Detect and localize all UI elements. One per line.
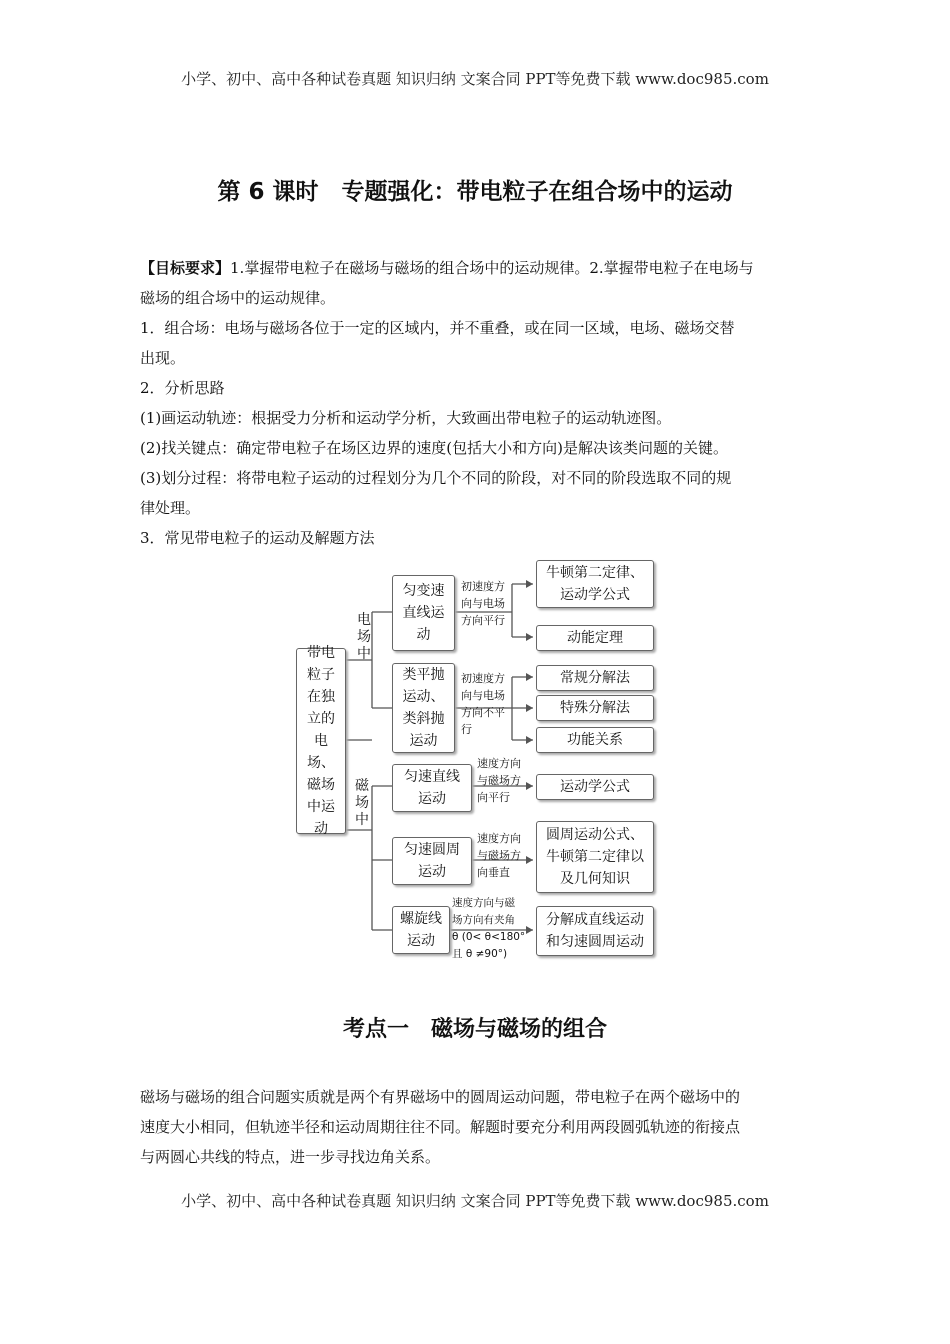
paragraph-line: 速度大小相同，但轨迹半径和运动周期往往不同。解题时要充分利用两段圆弧轨迹的衔接点	[140, 1118, 741, 1136]
section-paragraph	[140, 1082, 812, 1172]
diagram-root-box: 带电粒子在独立的电场、磁场中运动	[296, 648, 346, 834]
motion-box-helical: 螺旋线运动	[392, 906, 450, 954]
section-heading: 考点一 磁场与磁场的组合	[342, 1017, 607, 1042]
point-line: 2．分析思路	[140, 379, 225, 397]
result-box-work-energy: 功能关系	[536, 727, 654, 753]
result-box-kinetic-energy: 动能定理	[536, 625, 654, 651]
goal-line-2: 磁场的组合场中的运动规律。	[140, 289, 336, 307]
condition-label-2: 初速度方 向与电场 方向不平 行	[461, 672, 505, 736]
motion-box-uniform-circular: 匀速圆周运动	[392, 837, 472, 885]
point-line: 律处理。	[140, 499, 201, 517]
condition-label-4: 速度方向 与磁场方 向垂直	[477, 832, 521, 879]
point-line: (2)找关键点：确定带电粒子在场区边界的速度(包括大小和方向)是解决该类问题的关键。	[140, 439, 728, 457]
result-box-kinematics: 运动学公式	[536, 774, 654, 800]
point-line: (1)画运动轨迹：根据受力分析和运动学分析，大致画出带电粒子的运动轨迹图。	[140, 409, 672, 427]
result-box-standard-decomposition: 常规分解法	[536, 665, 654, 691]
motion-box-uniform-accel: 匀变速直线运动	[392, 575, 455, 651]
goal-tag: 【目标要求】	[140, 259, 231, 277]
motion-box-uniform-linear: 匀速直线运动	[392, 764, 472, 812]
branch-label-magnetic: 磁场中	[355, 778, 369, 828]
result-box-circular-geometry: 圆周运动公式、牛顿第二定律以及几何知识	[536, 821, 654, 893]
result-box-newton-kinematics: 牛顿第二定律、运动学公式	[536, 560, 654, 608]
motion-box-projectile: 类平抛运动、类斜抛运动	[392, 663, 455, 753]
page-footer: 小学、初中、高中各种试卷真题 知识归纳 文案合同 PPT等免费下载 www.doc985.com	[181, 1192, 769, 1210]
paragraph-line: 磁场与磁场的组合问题实质就是两个有界磁场中的圆周运动问题，带电粒子在两个磁场中的	[140, 1088, 741, 1106]
point-line: 3．常见带电粒子的运动及解题方法	[140, 529, 375, 547]
condition-label-3: 速度方向 与磁场方 向平行	[477, 757, 521, 804]
branch-label-electric: 电场中	[357, 612, 371, 662]
condition-label-5: 速度方向与磁 场方向有夹角 θ (0< θ<180° 且 θ ≠90°)	[452, 897, 526, 960]
page-header: 小学、初中、高中各种试卷真题 知识归纳 文案合同 PPT等免费下载 www.doc985.com	[181, 70, 769, 88]
goal-text-1: 1.掌握带电粒子在磁场与磁场的组合场中的运动规律。2.掌握带电粒子在电场与	[230, 259, 754, 277]
point-line: 出现。	[140, 349, 186, 367]
point-line: 1．组合场：电场与磁场各位于一定的区域内，并不重叠，或在同一区域，电场、磁场交替	[140, 319, 735, 337]
page-title: 第 6 课时 专题强化：带电粒子在组合场中的运动	[217, 179, 733, 205]
paragraph-line: 与两圆心共线的特点，进一步寻找边角关系。	[140, 1148, 441, 1166]
goal-section	[140, 253, 812, 553]
goal-line-1	[140, 253, 812, 283]
result-box-decompose-motion: 分解成直线运动和匀速圆周运动	[536, 906, 654, 956]
point-line: (3)划分过程：将带电粒子运动的过程划分为几个不同的阶段，对不同的阶段选取不同的规	[140, 469, 732, 487]
condition-label-1: 初速度方 向与电场 方向平行	[461, 580, 505, 627]
result-box-special-decomposition: 特殊分解法	[536, 695, 654, 721]
